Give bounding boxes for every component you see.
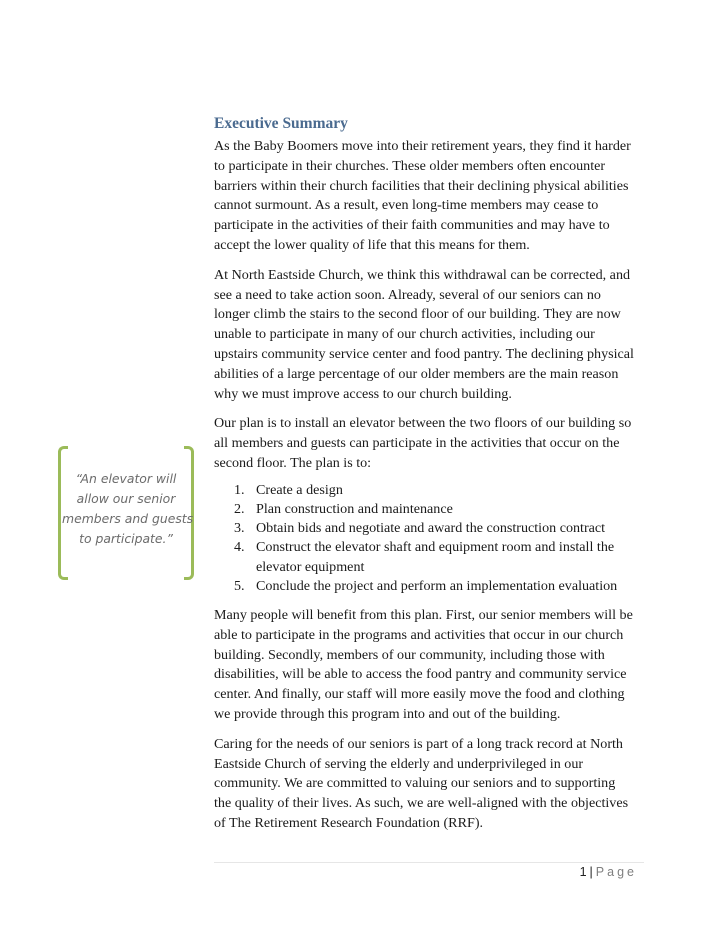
text-line: of The Retirement Research Foundation (RRF). xyxy=(214,814,484,831)
list-item-text: Create a design xyxy=(256,481,343,498)
text-line: all members and guests can participate in the activities that occur on the xyxy=(214,435,620,452)
list-number: 5. xyxy=(234,577,245,594)
paragraph-plan xyxy=(214,414,644,473)
text-line: cannot surmount. As a result, even long-time members may cease to xyxy=(214,197,599,214)
text-line: accept the lower quality of life that this means for them. xyxy=(214,236,530,253)
text-line: community. We are committed to valuing our seniors and to supporting xyxy=(214,775,616,792)
text-line: disabilities, will be able to access the food pantry and community service xyxy=(214,666,627,683)
list-number: 4. xyxy=(234,539,245,556)
list-number: 1. xyxy=(234,481,245,498)
paragraph-benefits xyxy=(214,606,644,725)
text-line: As the Baby Boomers move into their retirement years, they find it harder xyxy=(214,138,631,154)
page-footer xyxy=(580,865,637,879)
list-item-text: Construct the elevator shaft and equipment room and install the xyxy=(256,539,615,556)
quote-line: “An elevator will xyxy=(75,471,177,486)
list-item-text: Plan construction and maintenance xyxy=(256,500,453,517)
pull-quote xyxy=(58,446,194,582)
text-line: building. Secondly, members of our community, including those with xyxy=(214,646,605,663)
list-item xyxy=(214,481,644,500)
section-heading: Executive Summary xyxy=(214,115,348,132)
list-item-continuation: elevator equipment xyxy=(256,558,365,575)
plan-steps-list xyxy=(214,481,644,596)
text-line: the quality of their lives. As such, we are well-aligned with the objectives xyxy=(214,795,629,812)
text-line: abilities of a large percentage of our older members are the main reason xyxy=(214,365,619,382)
text-line: barriers within their church facilities that their declining physical abilities xyxy=(214,177,629,194)
quote-line: to participate.” xyxy=(79,531,173,546)
text-line: why we must improve access to our church building. xyxy=(214,385,512,402)
text-line: longer climb the stairs to the second floor of our building. They are now xyxy=(214,306,621,323)
paragraph-intro xyxy=(214,137,644,256)
text-line: see a need to take action soon. Already, several of our seniors can no xyxy=(214,286,601,303)
list-number: 2. xyxy=(234,500,245,517)
list-item xyxy=(214,500,644,519)
text-line: to participate in their churches. These older members often encounter xyxy=(214,157,606,174)
paragraph-track-record xyxy=(214,735,644,834)
document-body xyxy=(214,114,644,844)
text-line: At North Eastside Church, we think this withdrawal can be corrected, and xyxy=(214,266,631,283)
text-line: unable to participate in many of our church activities, including our xyxy=(214,326,595,343)
quote-line: members and guests xyxy=(62,511,194,526)
list-number: 3. xyxy=(234,520,245,537)
list-item xyxy=(214,577,644,596)
paragraph-church-need xyxy=(214,266,644,405)
text-line: Caring for the needs of our seniors is part of a long track record at North xyxy=(214,735,623,752)
footer-separator: | xyxy=(589,865,593,879)
text-line: Our plan is to install an elevator between the two floors of our building so xyxy=(214,415,632,432)
quote-line: allow our senior xyxy=(76,491,176,506)
text-line: center. And finally, our staff will more easily move the food and clothing xyxy=(214,686,625,703)
text-line: Many people will benefit from this plan. First, our senior members will be xyxy=(214,606,633,623)
list-item-text: Obtain bids and negotiate and award the construction contract xyxy=(256,520,606,537)
text-line: participate in the activities of their faith communities and may have to xyxy=(214,217,610,234)
text-line: we provide through this program into and out of the building. xyxy=(214,705,561,722)
page-number: 1 xyxy=(579,865,587,879)
pull-quote-text xyxy=(62,469,194,549)
text-line: upstairs community service center and food pantry. The declining physical xyxy=(214,345,634,362)
footer-divider xyxy=(214,862,644,863)
text-line: Eastside Church of serving the elderly and underprivileged in our xyxy=(214,755,584,772)
text-line: able to participate in the programs and activities that occur in our church xyxy=(214,626,624,643)
list-item-text: Conclude the project and perform an implementation evaluation xyxy=(256,577,618,594)
page-label: Page xyxy=(595,865,637,879)
list-item xyxy=(214,519,644,538)
text-line: second floor. The plan is to: xyxy=(214,454,372,471)
list-item xyxy=(214,538,644,576)
